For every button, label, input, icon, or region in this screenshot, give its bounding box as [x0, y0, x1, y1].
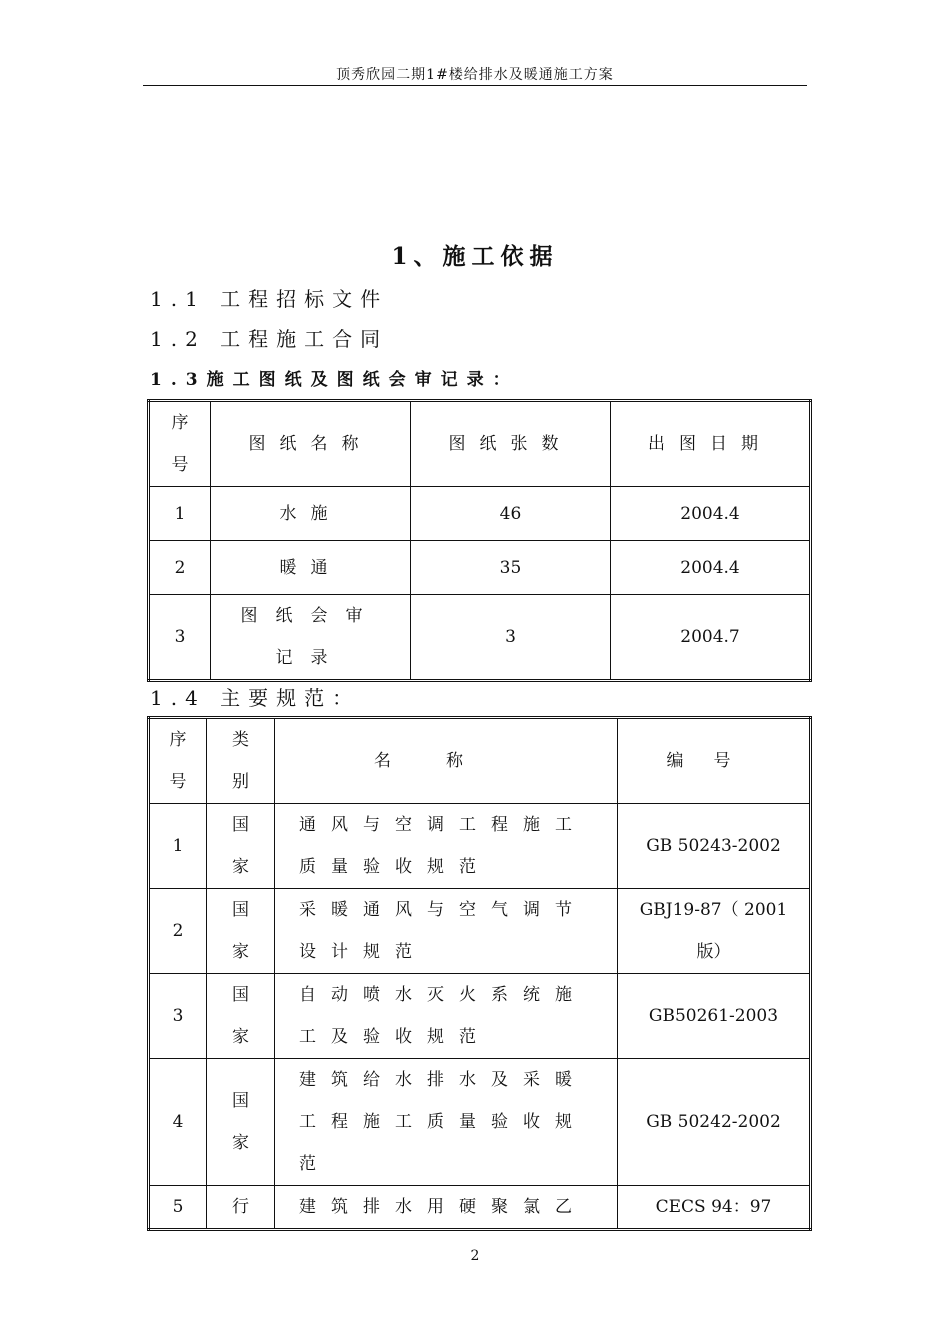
page-header: 顶秀欣园二期1#楼给排水及暖通施工方案	[336, 67, 614, 83]
header-cell-date: 出图日期	[611, 401, 811, 487]
section-1-3: 1.3施工图纸及图纸会审记录：	[150, 370, 519, 390]
cell-date: 2004.4	[611, 487, 811, 541]
header-rule	[143, 85, 807, 86]
section-1-2: 1.2 工程施工合同	[150, 327, 389, 351]
cell-no: 4	[149, 1059, 207, 1186]
cell-code: GB50261-2003	[618, 974, 811, 1059]
standards-table	[147, 716, 812, 1231]
header-cell-count: 图纸张数	[411, 401, 611, 487]
cell-category: 行	[207, 1186, 275, 1230]
cell-name: 建筑排水用硬聚氯乙	[275, 1186, 618, 1230]
table-row	[149, 889, 811, 974]
cell-no: 2	[149, 889, 207, 974]
table-row	[149, 595, 811, 681]
cell-count: 46	[411, 487, 611, 541]
table-row	[149, 487, 811, 541]
cell-name: 自动喷水灭火系统施工及验收规范	[275, 974, 618, 1059]
cell-count: 35	[411, 541, 611, 595]
table-row	[149, 804, 811, 889]
page-number: 2	[470, 1248, 480, 1264]
cell-no: 1	[149, 487, 211, 541]
cell-name: 图纸会审记录	[211, 595, 411, 681]
section-1-4: 1.4 主要规范：	[150, 686, 361, 710]
cell-no: 3	[149, 974, 207, 1059]
header-cell-no: 序号	[149, 718, 207, 804]
cell-code: CECS 94：97	[618, 1186, 811, 1230]
cell-count: 3	[411, 595, 611, 681]
drawings-header-row	[149, 401, 811, 487]
section-1-1: 1.1 工程招标文件	[150, 287, 389, 311]
header-cell-name: 图纸名称	[211, 401, 411, 487]
cell-no: 3	[149, 595, 211, 681]
cell-date: 2004.4	[611, 541, 811, 595]
cell-category: 国家	[207, 1059, 275, 1186]
header-cell-code: 编号	[618, 718, 811, 804]
cell-name: 通风与空调工程施工质量验收规范	[275, 804, 618, 889]
cell-no: 2	[149, 541, 211, 595]
table-row	[149, 541, 811, 595]
cell-code: GB 50242-2002	[618, 1059, 811, 1186]
cell-name: 暖通	[211, 541, 411, 595]
cell-name: 水施	[211, 487, 411, 541]
table-row	[149, 1059, 811, 1186]
cell-category: 国家	[207, 804, 275, 889]
cell-no: 5	[149, 1186, 207, 1230]
cell-code: GBJ19-87（ 2001版）	[618, 889, 811, 974]
drawings-table	[147, 399, 812, 682]
cell-category: 国家	[207, 974, 275, 1059]
cell-name: 建筑给水排水及采暖工程施工质量验收规范	[275, 1059, 618, 1186]
cell-category: 国家	[207, 889, 275, 974]
cell-no: 1	[149, 804, 207, 889]
table-row	[149, 1186, 811, 1230]
cell-date: 2004.7	[611, 595, 811, 681]
table-row	[149, 974, 811, 1059]
header-cell-category: 类别	[207, 718, 275, 804]
standards-header-row	[149, 718, 811, 804]
cell-name: 采暖通风与空气调节设计规范	[275, 889, 618, 974]
cell-code: GB 50243-2002	[618, 804, 811, 889]
header-cell-name: 名称	[275, 718, 618, 804]
section-title: 1、施工依据	[391, 243, 559, 270]
header-cell-no: 序号	[149, 401, 211, 487]
